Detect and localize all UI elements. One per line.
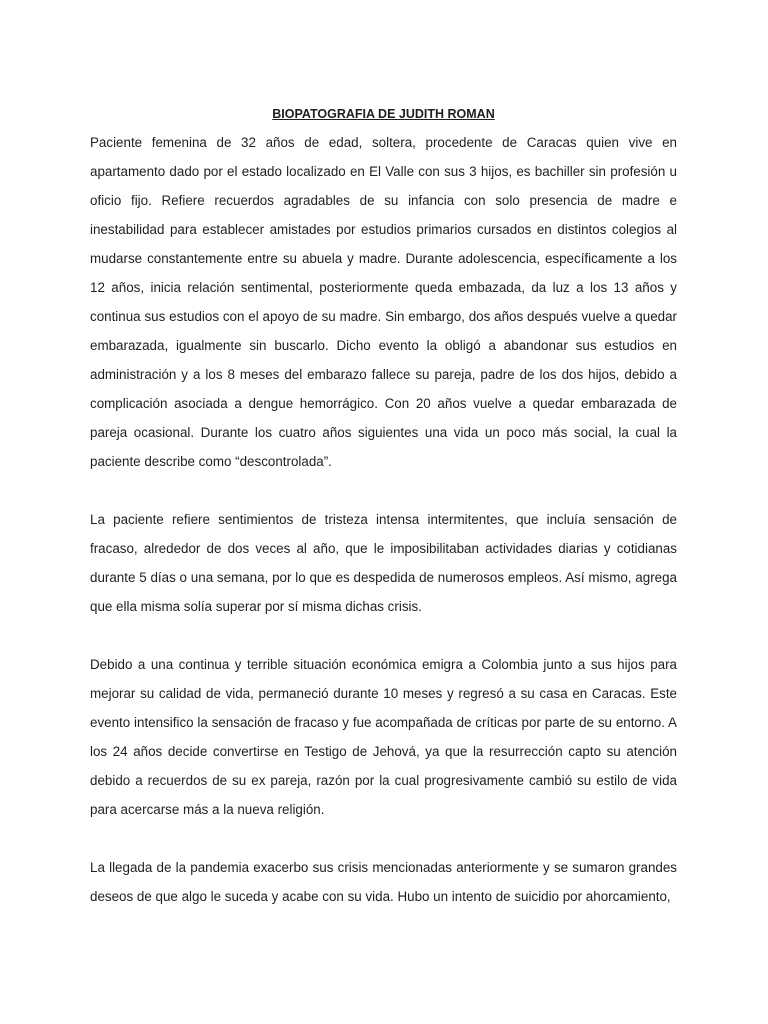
paragraph-pandemic: La llegada de la pandemia exacerbo sus crisis mencionadas anteriormente y se sumaron grandes deseos de que algo le suceda y acabe con su vida. Hubo un intento de suicidio por ahorcamiento, (90, 860, 677, 904)
document-title: BIOPATOGRAFIA DE JUDITH ROMAN (272, 107, 495, 121)
document-page (90, 100, 677, 911)
paragraph-migration-religion: Debido a una continua y terrible situación económica emigra a Colombia junto a sus hijos para mejorar su calidad de vida, permaneció durante 10 meses y regresó a su casa en Caracas. Este evento intensifico la sensación de fracaso y fue acompañada de críticas por parte de su entorno. A los 24 años decide convertirse en Testigo de Jehová, ya que la resurrección capto su atención debido a recuerdos de su ex pareja, razón por la cual progresivamente cambió su estilo de vida para acercarse más a la nueva religión. (90, 657, 677, 817)
paragraph-patient-history: Paciente femenina de 32 años de edad, soltera, procedente de Caracas quien vive en apartamento dado por el estado localizado en El Valle con sus 3 hijos, es bachiller sin profesión u oficio fijo. Refiere recuerdos agradables de su infancia con solo presencia de madre e inestabilidad para establecer amistades por estudios primarios cursados en distintos colegios al mudarse constantemente entre su abuela y madre. Durante adolescencia, específicamente a los 12 años, inicia relación sentimental, posteriormente queda embazada, da luz a los 13 años y continua sus estudios con el apoyo de su madre. Sin embargo, dos años después vuelve a quedar embarazada, igualmente sin buscarlo. Dicho evento la obligó a abandonar sus estudios en administración y a los 8 meses del embarazo fallece su pareja, padre de los dos hijos, debido a complicación asociada a dengue hemorrágico. Con 20 años vuelve a quedar embarazada de pareja ocasional. Durante los cuatro años siguientes una vida un poco más social, la cual la paciente describe como “descontrolada”. (90, 135, 677, 469)
paragraph-symptoms: La paciente refiere sentimientos de tristeza intensa intermitentes, que incluía sensación de fracaso, alrededor de dos veces al año, que le imposibilitaban actividades diarias y cotidianas durante 5 días o una semana, por lo que es despedida de numerosos empleos. Así mismo, agrega que ella misma solía superar por sí misma dichas crisis. (90, 512, 677, 614)
